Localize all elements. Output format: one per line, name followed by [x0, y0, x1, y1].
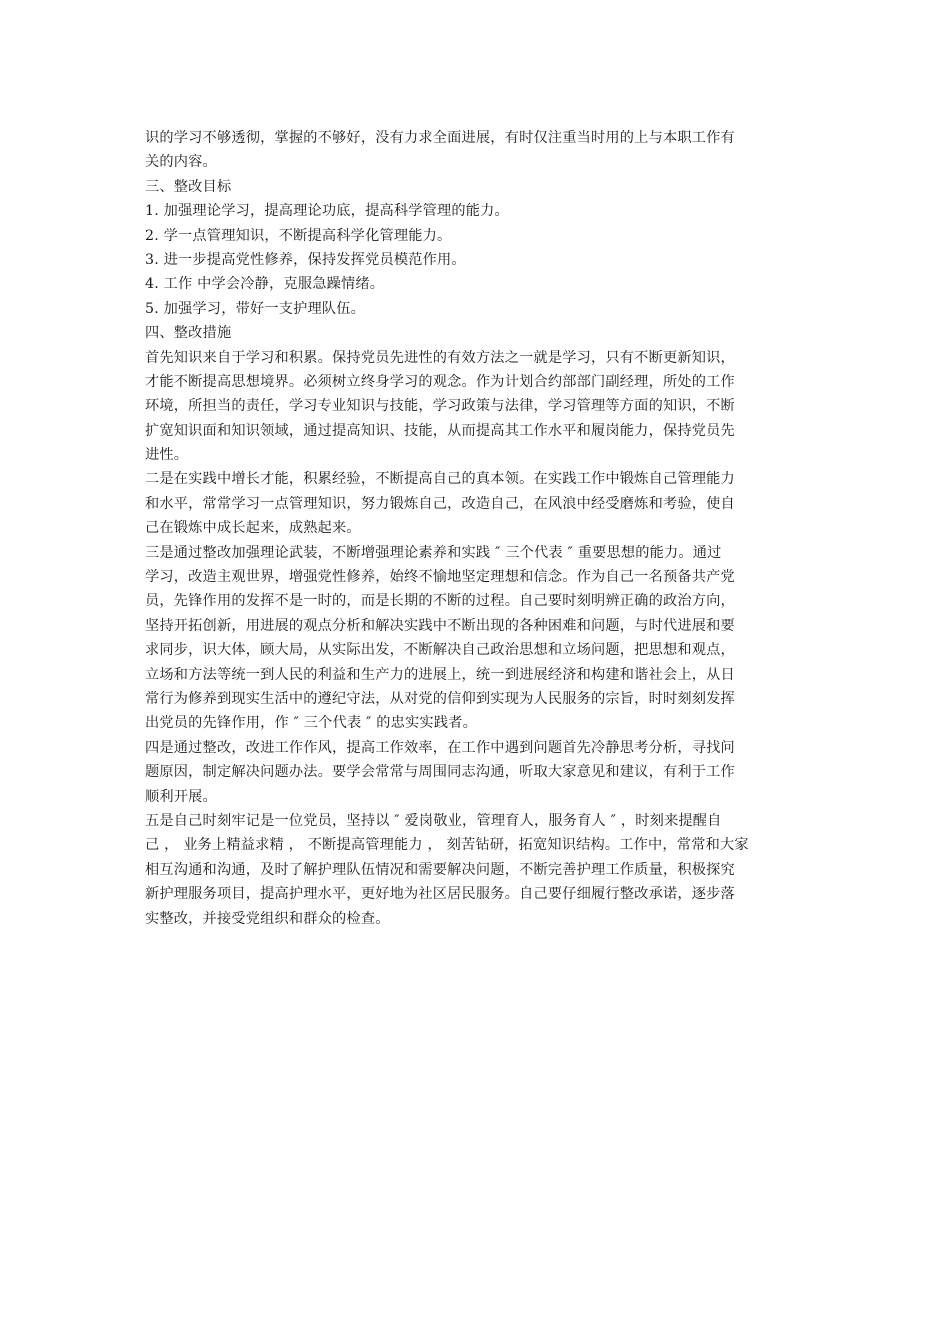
text-line: 进性。	[145, 447, 189, 464]
text-line: 3. 进一步提高党性修养，保持发挥党员模范作用。	[145, 251, 466, 268]
text-line: 识的学习不够透彻，掌握的不够好，没有力求全面进展，有时仅注重当时用的上与本职工作有	[145, 130, 735, 146]
text-line: 三是通过整改加强理论武装，不断增强理论素养和实践 ″ 三个代表 ″ 重要思想的能力。通过	[145, 544, 722, 561]
text-line: 员，先锋作用的发挥不是一时的，而是长期的不断的过程。自己要时刻明辨正确的政治方向，	[145, 593, 735, 610]
text-line: 实整改，并接受党组织和群众的检查。	[145, 910, 390, 927]
text-line: 顺利开展。	[145, 788, 217, 805]
text-line: 环境，所担当的责任，学习专业知识与技能，学习政策与法律，学习管理等方面的知识，不断	[145, 398, 735, 415]
text-line: 学习，改造主观世界，增强党性修养，始终不愉地坚定理想和信念。作为自己一名预备共产党	[145, 569, 735, 586]
text-line: 四是通过整改，改进工作作风，提高工作效率，在工作中遇到问题首先冷静思考分析，寻找问	[145, 739, 735, 756]
text-line: 关的内容。	[145, 154, 217, 171]
text-line: 求同步，识大体，顾大局，从实际出发，不断解决自己政治思想和立场问题，把思想和观点，	[145, 642, 735, 659]
text-line: 相互沟通和沟通，及时了解护理队伍情况和需要解决问题，不断完善护理工作质量，积极探究	[145, 861, 735, 878]
text-line: 己在锻炼中成长起来，成熟起来。	[145, 520, 361, 537]
text-line: 才能不断提高思想境界。必须树立终身学习的观念。作为计划合约部部门副经理，所处的工作	[145, 373, 735, 390]
text-line: 出党员的先锋作用，作 ″ 三个代表 ″ 的忠实实践者。	[145, 715, 477, 732]
text-line: 首先知识来自于学习和积累。保持党员先进性的有效方法之一就是学习，只有不断更新知识，	[145, 349, 735, 366]
text-line: 题原因，制定解决问题办法。要学会常常与周围同志沟通，听取大家意见和建议，有利于工作	[145, 764, 735, 781]
text-line: 扩宽知识面和知识领域，通过提高知识、技能，从而提高其工作水平和履岗能力，保持党员先	[145, 422, 735, 439]
text-line: 三、整改目标	[145, 178, 232, 195]
text-line: 立场和方法等统一到人民的利益和生产力的进展上，统一到进展经济和构建和谐社会上，从日	[145, 666, 735, 683]
text-line: 二是在实践中增长才能，积累经验，不断提高自己的真本领。在实践工作中锻炼自己管理能力	[145, 471, 735, 488]
document-body	[145, 126, 813, 931]
text-line: 四、整改措施	[145, 325, 232, 342]
text-line: 和水平，常常学习一点管理知识，努力锻炼自己，改造自己，在风浪中经受磨炼和考验，使自	[145, 495, 735, 512]
text-line: 2. 学一点管理知识，不断提高科学化管理能力。	[145, 227, 452, 244]
text-line: 坚持开拓创新，用进展的观点分析和解决实践中不断出现的各种困难和问题，与时代进展和要	[145, 617, 735, 634]
text-line: 己 ， 业务上精益求精 ， 不断提高管理能力 ， 刻苦钻研，拓宽知识结构。工作中，常常和大家	[145, 837, 749, 854]
text-line: 5. 加强学习，带好一支护理队伍。	[145, 300, 366, 317]
text-line: 1. 加强理论学习，提高理论功底，提高科学管理的能力。	[145, 203, 509, 220]
text-line: 常行为修养到现实生活中的遵纪守法，从对党的信仰到实现为人民服务的宗旨，时时刻刻发挥	[145, 690, 735, 707]
text-line: 新护理服务项目，提高护理水平，更好地为社区居民服务。自己要仔细履行整改承诺，逐步落	[145, 886, 735, 903]
text-line: 五是自己时刻牢记是一位党员，坚持以 ″ 爱岗敬业，管理育人，服务育人 ″ ，时刻来提醒自	[145, 812, 722, 829]
text-line: 4. 工作 中学会冷静，克服急躁情绪。	[145, 276, 385, 293]
